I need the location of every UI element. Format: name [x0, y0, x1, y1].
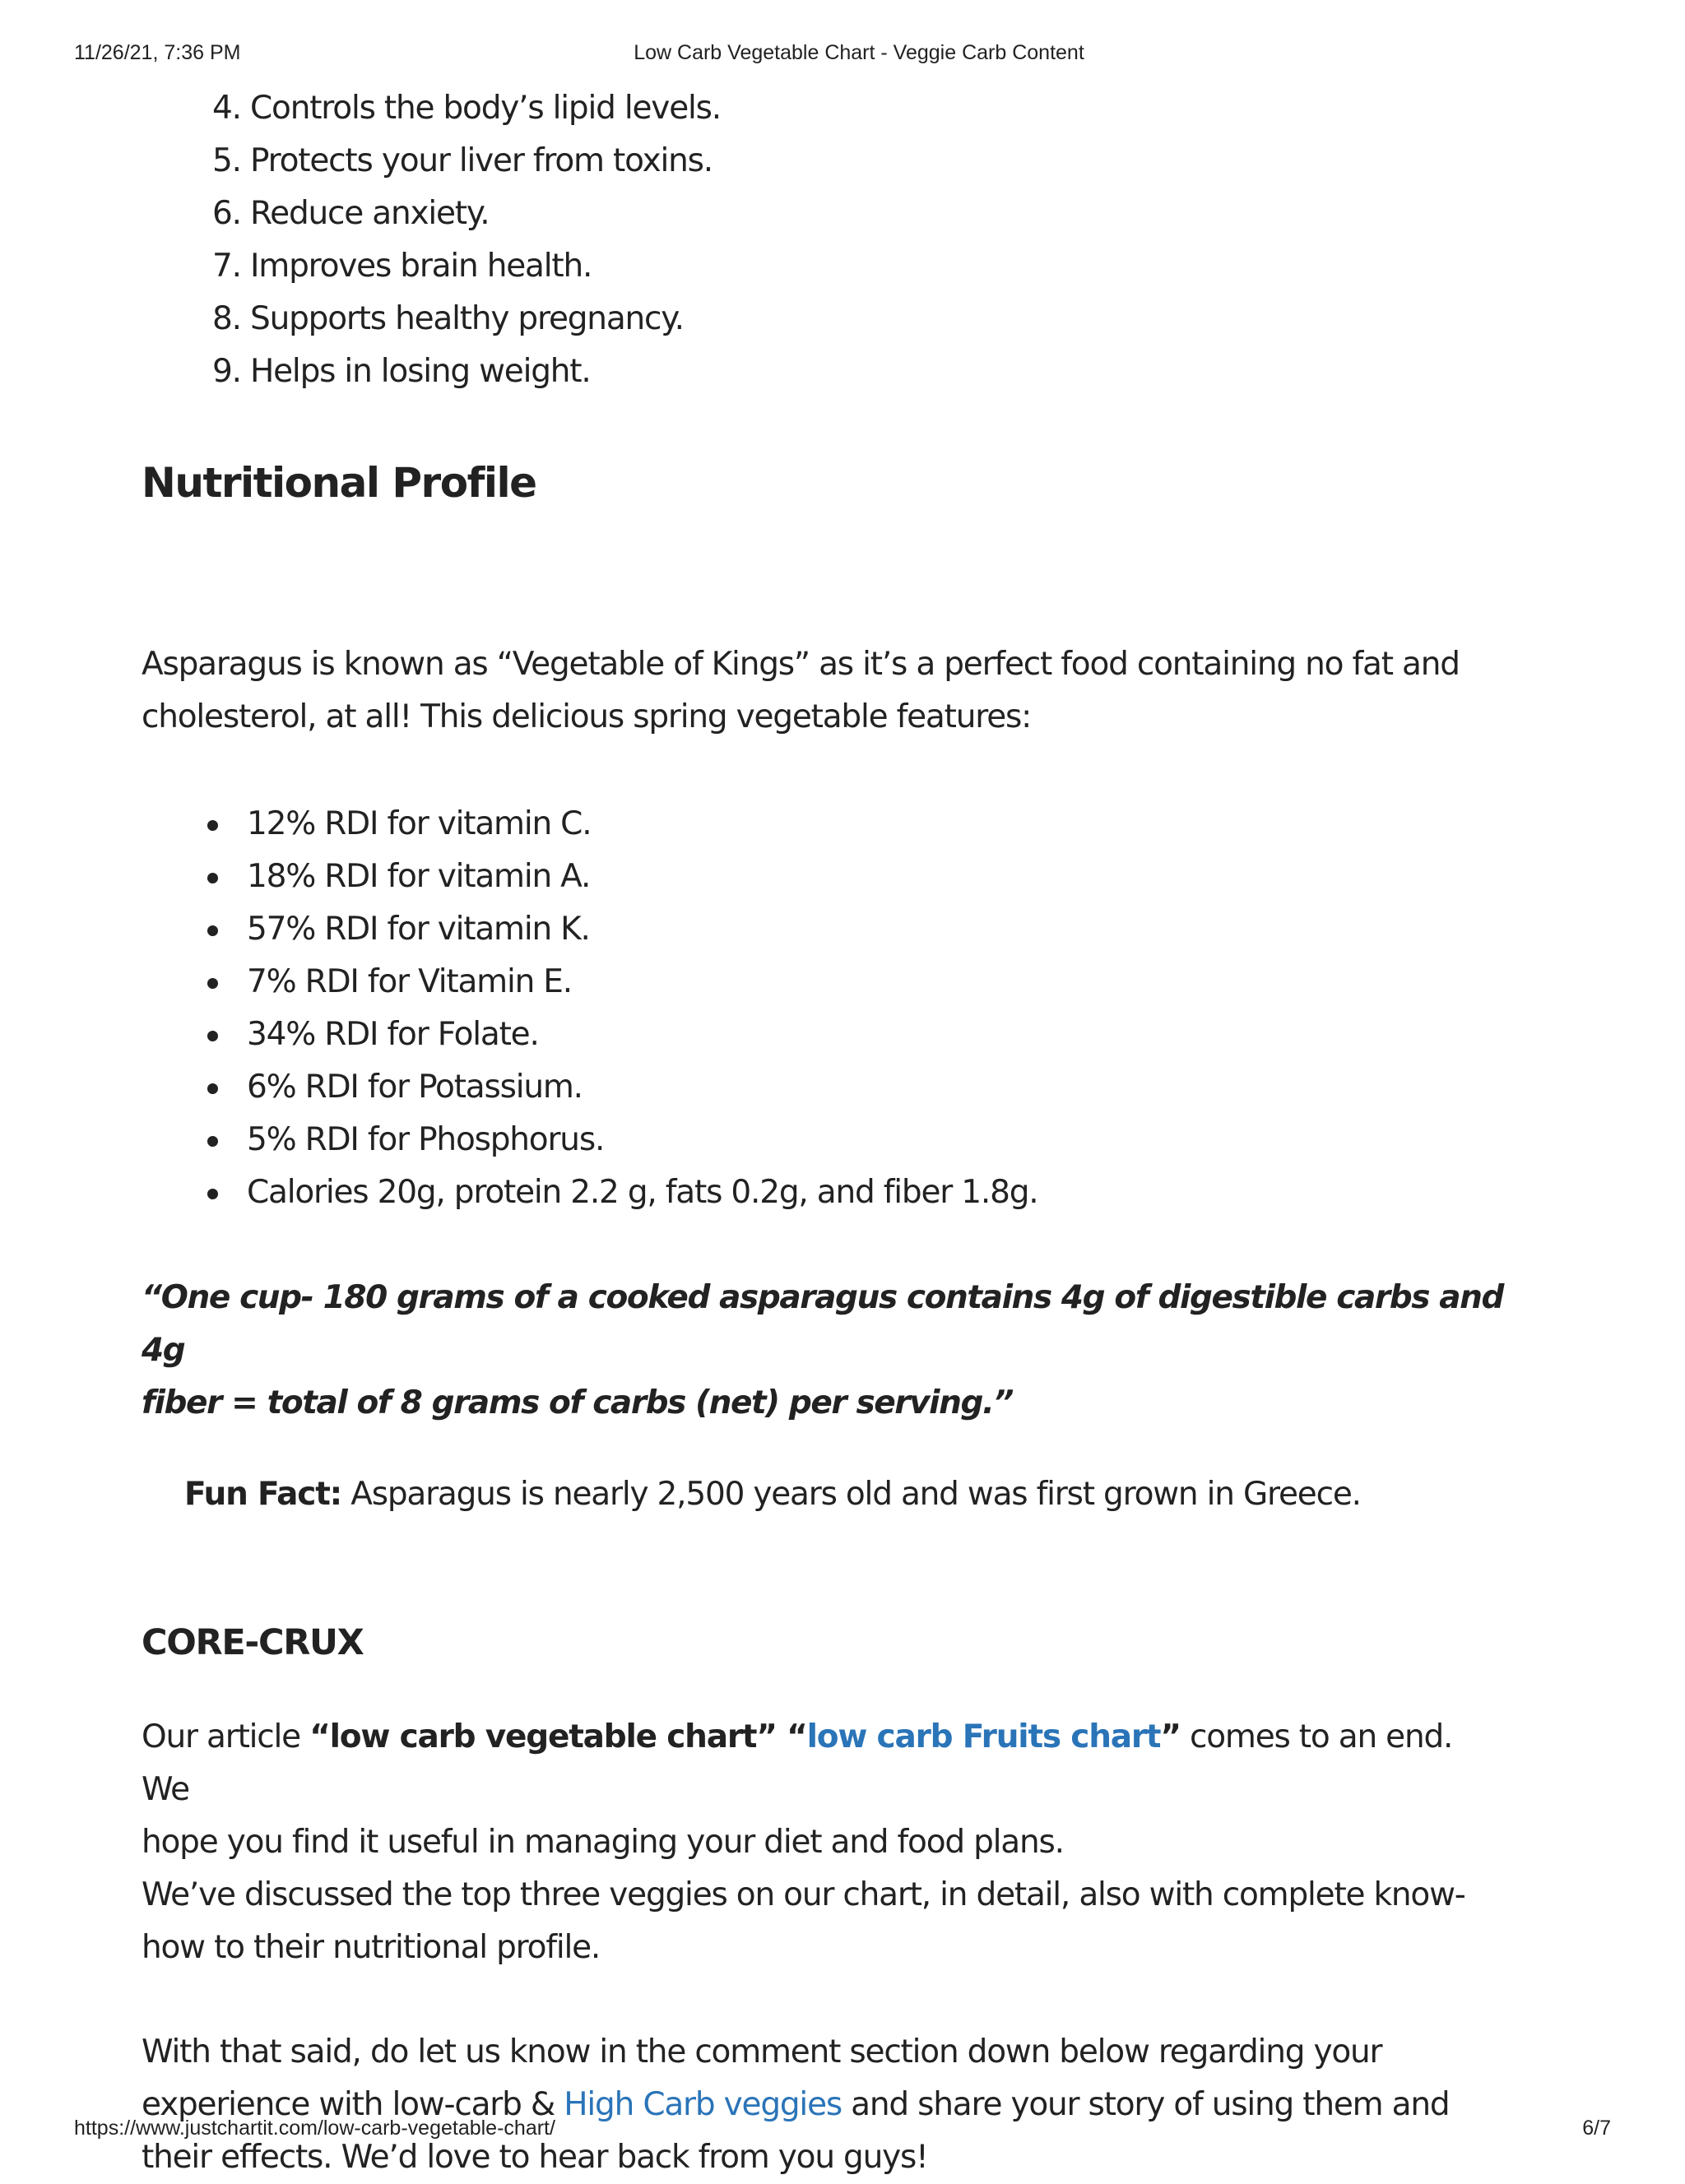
paragraph-text: and share your story of using them and — [841, 2086, 1450, 2123]
article-title-bold: “low carb vegetable chart” — [309, 1718, 777, 1755]
fun-fact-label: Fun Fact: — [184, 1476, 342, 1513]
core-crux-paragraph-3 — [142, 2026, 1507, 2184]
fun-fact-text: Asparagus is nearly 2,500 years old and was first grown in Greece. — [341, 1476, 1361, 1513]
list-item: Calories 20g, protein 2.2 g, fats 0.2g, and fiber 1.8g. — [247, 1166, 1037, 1219]
paragraph-text: hope you find it useful in managing your diet and food plans. — [142, 1824, 1064, 1861]
intro-line: cholesterol, at all! This delicious spring vegetable features: — [142, 698, 1032, 735]
list-item: 6. Reduce anxiety. — [212, 195, 490, 232]
high-carb-veggies-link[interactable]: High Carb veggies — [564, 2086, 842, 2123]
list-item: 18% RDI for vitamin A. — [247, 851, 1037, 903]
print-page-title: Low Carb Vegetable Chart - Veggie Carb Content — [634, 41, 1084, 64]
print-url: https://www.justchartit.com/low-carb-vegetable-chart/ — [74, 2117, 555, 2140]
paragraph-text: With that said, do let us know in the comment section down below regarding your — [142, 2033, 1382, 2070]
list-item: 57% RDI for vitamin K. — [247, 903, 1037, 956]
list-item: 8. Supports healthy pregnancy. — [212, 300, 684, 337]
core-crux-paragraph-1 — [142, 1711, 1507, 1869]
list-item: 7% RDI for Vitamin E. — [247, 956, 1037, 1009]
print-datetime: 11/26/21, 7:36 PM — [74, 41, 241, 64]
paragraph-text: their effects. We’d love to hear back from you guys! — [142, 2139, 928, 2176]
benefits-list — [142, 82, 1507, 398]
paragraph-text: comes to an end. We — [142, 1718, 1453, 1808]
nutritional-profile-intro — [142, 638, 1507, 744]
list-item: 12% RDI for vitamin C. — [247, 798, 1037, 851]
paragraph-text: how to their nutritional profile. — [142, 1929, 601, 1966]
paragraph-text: We’ve discussed the top three veggies on our chart, in detail, also with complete know- — [142, 1876, 1465, 1913]
list-item: 5. Protects your liver from toxins. — [212, 142, 713, 179]
list-item: 6% RDI for Potassium. — [247, 1061, 1037, 1114]
quote-line: “One cup- 180 grams of a cooked asparagus contains 4g of digestible carbs and 4g — [142, 1279, 1504, 1369]
print-page-number: 6/7 — [1582, 2117, 1611, 2140]
print-footer — [0, 2117, 1685, 2143]
core-crux-heading: CORE-CRUX — [142, 1622, 364, 1663]
list-item: 4. Controls the body’s lipid levels. — [212, 90, 721, 127]
fruits-chart-link[interactable]: low carb Fruits chart — [806, 1718, 1161, 1755]
paragraph-text: experience with low-carb & — [142, 2086, 564, 2123]
paragraph-text: Our article — [142, 1718, 310, 1755]
core-crux-paragraph-2 — [142, 1869, 1507, 1974]
intro-line: Asparagus is known as “Vegetable of Kings” as it’s a perfect food containing no fat and — [142, 646, 1460, 683]
nutrient-bullet-list — [142, 798, 1037, 1219]
list-item: 5% RDI for Phosphorus. — [247, 1114, 1037, 1166]
nutritional-profile-heading: Nutritional Profile — [142, 459, 536, 507]
open-quote: “ — [776, 1718, 807, 1755]
close-quote: ” — [1160, 1718, 1181, 1755]
list-item: 34% RDI for Folate. — [247, 1009, 1037, 1061]
serving-quote — [142, 1272, 1540, 1430]
list-item: 7. Improves brain health. — [212, 248, 592, 285]
print-header — [0, 41, 1685, 67]
list-item: 9. Helps in losing weight. — [212, 353, 591, 390]
quote-line: fiber = total of 8 grams of carbs (net) per serving.” — [142, 1384, 1014, 1421]
fun-fact — [184, 1468, 1361, 1521]
